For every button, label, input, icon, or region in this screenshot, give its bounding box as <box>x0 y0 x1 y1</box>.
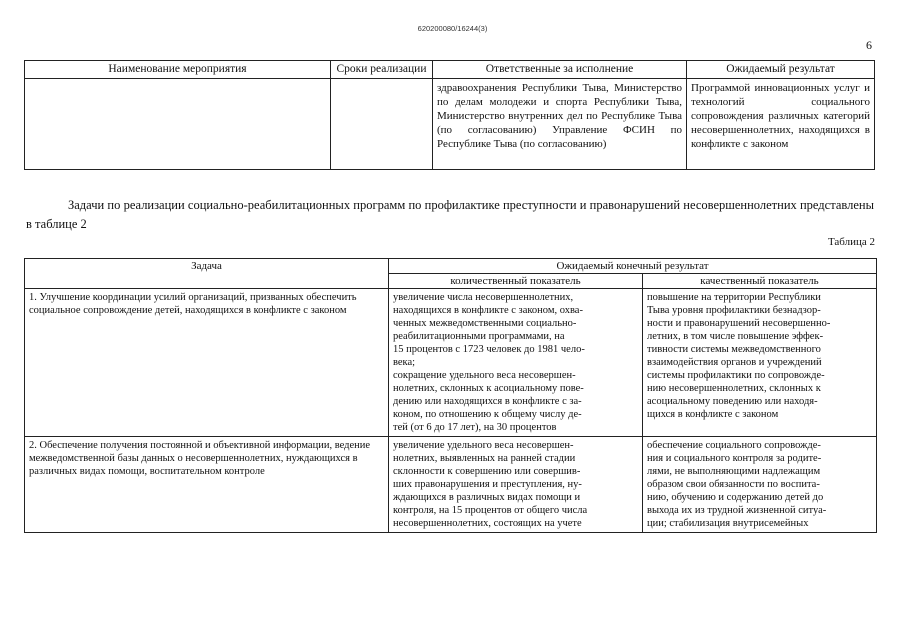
cell-text-line: летних, в том числе повышение эффек- <box>647 331 824 342</box>
cell-text-line: щихся в конфликте с законом <box>647 409 779 420</box>
cell-text-line: сокращение удельного веса несовершен- <box>393 370 576 381</box>
header-deadlines: Сроки реализации <box>331 61 433 79</box>
cell-text-line: 15 процентов с 1723 человек до 1981 чело- <box>393 344 585 355</box>
cell-text-line: системы профилактики по сопровожде- <box>647 370 825 381</box>
cell-activity <box>25 79 331 170</box>
cell-text-line: нию, обучению и содержанию детей до <box>647 492 824 503</box>
document-number: 620200080/16244(3) <box>417 24 488 33</box>
cell-text-line: выхода их из трудной жизненной ситуа- <box>647 505 827 516</box>
cell-text-line: тивности системы межведомственного <box>647 344 821 355</box>
cell-text-line: ности и правонарушений несовершенно- <box>647 318 831 329</box>
cell-qual-1 <box>643 289 877 437</box>
cell-text-line: тей (от 6 до 17 лет), на 30 процентов <box>393 422 557 433</box>
cell-text-line: обеспечение социального сопровожде- <box>647 440 821 451</box>
cell-result: Программой инновационных услуг и технологий социального сопровождения различных категорий несовершеннолетних, находящихся в конфликте с законом <box>687 79 875 170</box>
table-row <box>25 437 877 533</box>
cell-text-line: нолетних, выявленных на ранней стадии <box>393 453 576 464</box>
cell-text-line: ции; стабилизация внутрисемейных <box>647 518 809 529</box>
cell-text-line: века; <box>393 357 416 368</box>
cell-text-line: контроля, на 15 процентов от общего числа <box>393 505 588 516</box>
cell-text-line: склонности к совершению или совершив- <box>393 466 581 477</box>
header-quantitative: количественный показатель <box>389 274 643 289</box>
cell-text-line: коном, по отношению к общему числу де- <box>393 409 582 420</box>
tasks-paragraph <box>26 196 874 234</box>
cell-text-line: образом свои обязанности по воспита- <box>647 479 820 490</box>
cell-text-line: нолетних, склонных к асоциальному пове- <box>393 383 584 394</box>
cell-text-line: ждающихся в различных видах помощи и <box>393 492 581 503</box>
cell-text-line: увеличение числа несовершеннолетних, <box>393 292 574 303</box>
cell-text-line: повышение на территории Республики <box>647 292 821 303</box>
cell-text-line: ших правонарушения и преступления, ну- <box>393 479 582 490</box>
page-number: 6 <box>866 38 872 52</box>
cell-text-line: Тыва уровня профилактики безнадзор- <box>647 305 821 316</box>
table2-label: Таблица 2 <box>827 236 875 248</box>
activities-table-header <box>25 61 875 79</box>
cell-text-line: несовершеннолетних, состоящих на учете <box>393 518 582 529</box>
cell-text-line: асоциальному поведению или находя- <box>647 396 818 407</box>
cell-task-1: 1. Улучшение координации усилий организаций, призванных обеспечить социальное сопровождение детей, находящихся в конфликте с законом <box>25 289 389 437</box>
cell-text-line: увеличение удельного веса несовершен- <box>393 440 574 451</box>
cell-deadline <box>331 79 433 170</box>
cell-text-line: нию несовершеннолетних, склонных к <box>647 383 821 394</box>
cell-text-line: реабилитационными программами, на <box>393 331 565 342</box>
cell-text-line: ченных межведомственными социально- <box>393 318 577 329</box>
cell-quant-1 <box>389 289 643 437</box>
cell-text-line: дению или находящихся в конфликте с за- <box>393 396 582 407</box>
tasks-table <box>24 258 877 533</box>
cell-quant-2 <box>389 437 643 533</box>
header-expected-result: Ожидаемый результат <box>687 61 875 79</box>
cell-text-line: лями, не выполняющими надлежащим <box>647 466 821 477</box>
tasks-table-header <box>25 259 877 274</box>
cell-text-line: находящихся в конфликте с законом, охва- <box>393 305 583 316</box>
cell-task-2: 2. Обеспечение получения постоянной и объективной информации, ведение межведомственной базы данных о несовершеннолетних, нуждающихся в различных видах помощи, воспитательном контроле <box>25 437 389 533</box>
cell-text-line: ния и социального контроля за родите- <box>647 453 822 464</box>
activities-table <box>24 60 875 170</box>
cell-qual-2 <box>643 437 877 533</box>
header-qualitative: качественный показатель <box>643 274 877 289</box>
header-task: Задача <box>25 259 389 289</box>
table-row <box>25 289 877 437</box>
tasks-paragraph-text: Задачи по реализации социально-реабилитационных программ по профилактике преступности и правонарушений несовершеннолетних представлены в таблице 2 <box>26 198 874 231</box>
table-row <box>25 79 875 170</box>
header-responsible: Ответственные за исполнение <box>433 61 687 79</box>
cell-responsible: здравоохранения Республики Тыва, Министерство по делам молодежи и спорта Республики Тыва, Министерство внутренних дел по Республике Тыва (по согласованию) Управление ФСИН по Республике Тыва (по согласованию) <box>433 79 687 170</box>
cell-text-line: взаимодействия органов и учреждений <box>647 357 822 368</box>
header-final-result: Ожидаемый конечный результат <box>389 259 877 274</box>
header-activity-name: Наименование мероприятия <box>25 61 331 79</box>
